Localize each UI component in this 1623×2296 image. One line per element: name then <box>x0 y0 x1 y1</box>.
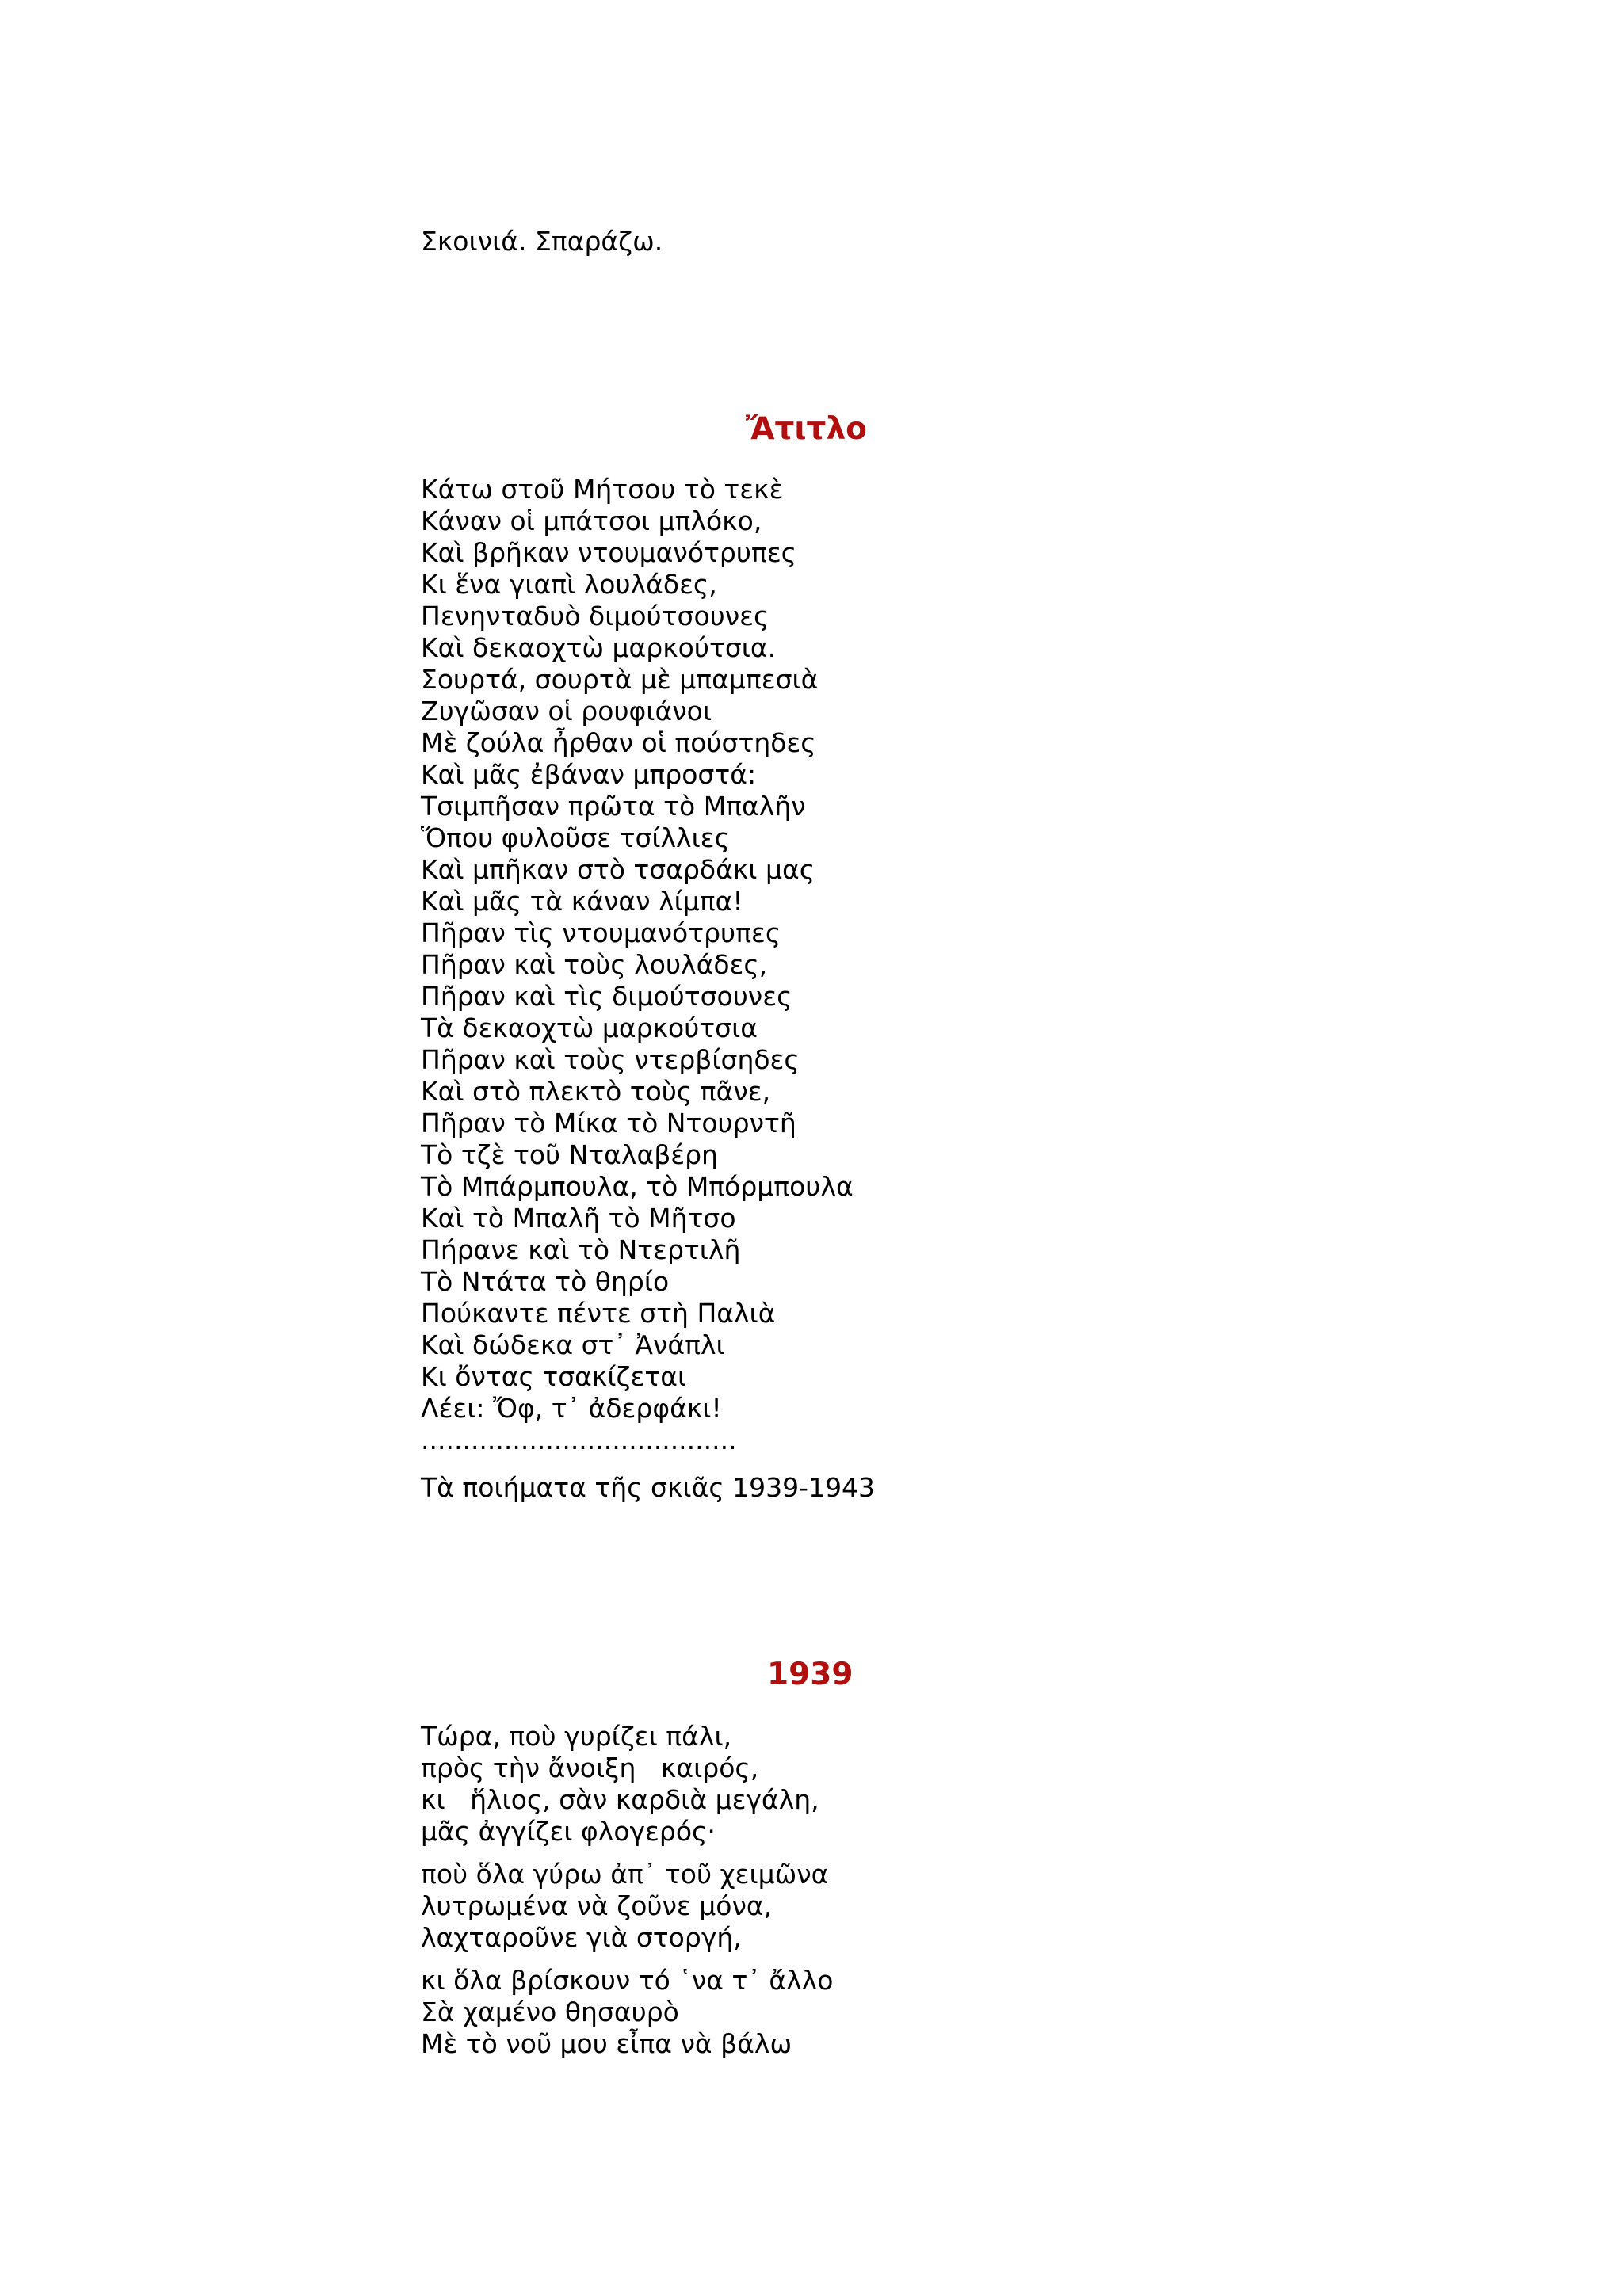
poem-line: λυτρωμένα νὰ ζοῦνε μόνα, <box>421 1890 773 1921</box>
poem-line: Καὶ τὸ Μπαλῆ τὸ Μῆτσο <box>421 1203 736 1234</box>
poem-line: Καὶ βρῆκαν ντουμανότρυπες <box>421 537 797 568</box>
poem-line: Τὸ Μπάρμπουλα, τὸ Μπόρμπουλα <box>421 1171 854 1202</box>
stanza <box>421 1859 833 1954</box>
poem-line: Πήρανε καὶ τὸ Ντερτιλῆ <box>421 1234 741 1265</box>
poem-line: Ὅπου φυλοῦσε τσίλλιες <box>421 822 730 853</box>
poem-line: Καὶ δεκαοχτὼ μαρκούτσια. <box>421 632 777 663</box>
poem-title: Ἄτιτλο <box>746 411 867 447</box>
poem-line: Καὶ στὸ πλεκτὸ τοὺς πᾶνε, <box>421 1076 771 1107</box>
poem-line: Τώρα, ποὺ γυρίζει πάλι, <box>421 1721 732 1752</box>
poem-line: Τὸ τζὲ τοῦ Νταλαβέρη <box>421 1139 718 1170</box>
poem-line: Τὰ δεκαοχτὼ μαρκούτσια <box>421 1013 758 1043</box>
poem-line: Πῆραν τὸ Μίκα τὸ Ντουρντῆ <box>421 1108 796 1138</box>
poem-line: Κι ἕνα γιαπὶ λουλάδες, <box>421 569 717 600</box>
poem-line: Κι ὄντας τσακίζεται <box>421 1361 687 1392</box>
poem-line: Σὰ χαμένο θησαυρὸ <box>421 1997 679 2027</box>
poem-line: Μὲ ζούλα ἦρθαν οἱ πούστηδες <box>421 727 816 758</box>
poem-line: Πενηνταδυὸ διμούτσουνες <box>421 601 769 631</box>
poem-line: Μὲ τὸ νοῦ μου εἶπα νὰ βάλω <box>421 2028 792 2059</box>
poem-line: λαχταροῦνε γιὰ στοργή, <box>421 1922 742 1953</box>
ellipsis-line: ...................................... <box>421 1425 737 1455</box>
poem-line: Τσιμπῆσαν πρῶτα τὸ Μπαλῆν <box>421 791 806 822</box>
poem-line: κι ὅλα βρίσκουν τό ῾να τ᾽ ἄλλο <box>421 1965 834 1996</box>
poem-body <box>421 474 854 1456</box>
poem-line: Σουρτά, σουρτὰ μὲ μπαμπεσιὰ <box>421 664 819 695</box>
poem-line: Τὸ Ντάτα τὸ θηρίο <box>421 1266 670 1297</box>
poem-line: Πῆραν καὶ τὶς διμούτσουνες <box>421 981 792 1012</box>
poem-line: ποὺ ὅλα γύρω ἀπ᾽ τοῦ χειμῶνα <box>421 1859 829 1890</box>
stanza <box>421 1721 833 1848</box>
poem-line: Πούκαντε πέντε στὴ Παλιὰ <box>421 1298 776 1329</box>
poem-line: Καὶ δώδεκα στ᾽ Ἀνάπλι <box>421 1329 725 1360</box>
poem-line: Πῆραν τὶς ντουμανότρυπες <box>421 917 781 948</box>
poem-line: Καὶ μᾶς τὰ κάναν λίμπα! <box>421 886 743 917</box>
poem-line: Πῆραν καὶ τοὺς ντερβίσηδες <box>421 1044 800 1075</box>
poem-line: Καὶ μᾶς ἐβάναν μπροστά: <box>421 759 757 790</box>
poem-source: Τὰ ποιήματα τῆς σκιᾶς 1939-1943 <box>421 1472 876 1503</box>
poem-line: Κάναν οἱ μπάτσοι μπλόκο, <box>421 505 762 536</box>
top-line: Σκοινιά. Σπαράζω. <box>421 226 663 257</box>
stanza <box>421 1965 833 2060</box>
poem-line: Ζυγῶσαν οἱ ρουφιάνοι <box>421 696 712 727</box>
poem-line: Κάτω στοῦ Μήτσου τὸ τεκὲ <box>421 474 784 505</box>
poem-line: μᾶς ἀγγίζει φλογερός· <box>421 1816 716 1847</box>
poem-line: Πῆραν καὶ τοὺς λουλάδες, <box>421 949 768 980</box>
poem-title-1939: 1939 <box>767 1657 854 1692</box>
poem2-body <box>421 1721 833 2060</box>
poem-line: Καὶ μπῆκαν στὸ τσαρδάκι μας <box>421 854 815 885</box>
poem-line: Λέει: Ὄφ, τ᾽ ἀδερφάκι! <box>421 1393 722 1424</box>
poem-line: κι ἥλιος, σὰν καρδιὰ μεγάλη, <box>421 1784 819 1815</box>
poem-line: πρὸς τὴν ἄνοιξη καιρός, <box>421 1753 759 1783</box>
